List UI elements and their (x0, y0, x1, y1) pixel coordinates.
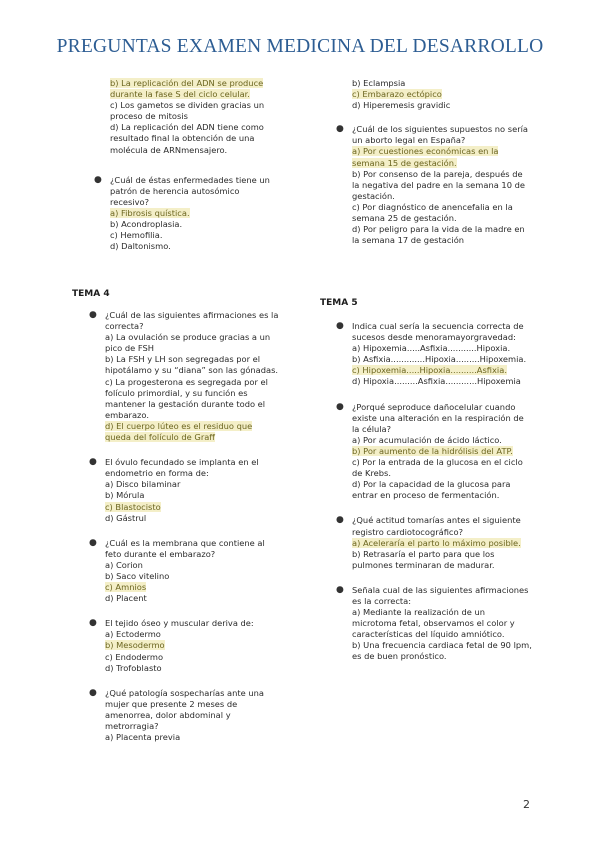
option: c) La progesterona es segregada por el folículo primordial, y su función es mantener la gestación durante todo el embarazo. (105, 376, 268, 420)
option: a) Por cuestiones económicas en la semana 15 de gestación. (352, 146, 499, 168)
option: d) Por la capacidad de la glucosa para entrar en proceso de fermentación. (352, 479, 511, 501)
question-text: ¿Cuál de éstas enfermedades tiene un patrón de herencia autosómico recesivo? (110, 174, 270, 207)
option: d) Daltonismo. (110, 241, 171, 252)
question-item (89, 457, 280, 524)
question-text: Señala cual de las siguientes afirmaciones es la correcta: (352, 584, 529, 606)
option: b) Por consenso de la pareja, después de la negativa del padre en la semana 10 de gestación. (352, 168, 525, 201)
continued-options (352, 78, 532, 111)
question-item (94, 174, 280, 253)
question-item (336, 515, 532, 570)
question-item (336, 321, 532, 388)
option: a) Placenta previa (105, 732, 181, 743)
question-text: ¿Porqué seproduce dañocelular cuando existe una alteración en la respiración de la célula? (352, 401, 524, 434)
bullet-icon: ● (89, 687, 97, 698)
bullet-icon: ● (336, 401, 344, 412)
option: d) Gástrul (105, 512, 147, 523)
option: a) Ectodermo (105, 629, 161, 640)
option: c) Endodermo (105, 651, 164, 662)
option: d) La replicación del ADN tiene como resultado final la obtención de una molécula de ARNmensajero. (110, 122, 264, 155)
left-column-top (94, 78, 280, 252)
tema4-list (89, 310, 280, 743)
option: b) La replicación del ADN se produce durante la fase S del ciclo celular. (110, 78, 264, 100)
option: d) El cuerpo lúteo es el residuo que queda del folículo de Graff (105, 420, 253, 443)
question-text: El tejido óseo y muscular deriva de: (105, 618, 254, 629)
option: a) Disco bilaminar (105, 479, 181, 490)
bullet-icon: ● (336, 321, 344, 331)
option: a) Hipoxemia.....Asfixia...........Hipoxia. (352, 343, 511, 354)
question-item (89, 537, 280, 605)
option: a) Por acumulación de ácido láctico. (352, 434, 502, 445)
tema5-list (336, 321, 532, 663)
option: a) La ovulación se produce gracias a un pico de FSH (105, 332, 271, 354)
bullet-icon: ● (336, 124, 344, 135)
option: c) Los gametos se dividen gracias un proceso de mitosis (110, 100, 265, 122)
bullet-icon: ● (89, 537, 97, 548)
bullet-icon: ● (336, 515, 344, 526)
bullet-icon: ● (94, 174, 102, 185)
section-heading-tema5: TEMA 5 (320, 298, 358, 308)
question-text: ¿Cuál es la membrana que contiene al feto durante el embarazo? (105, 537, 265, 559)
question-text: Indica cual sería la secuencia correcta de sucesos desde menoramayorgravedad: (352, 321, 524, 343)
bullet-icon: ● (89, 457, 97, 468)
option: a) Corion (105, 559, 143, 570)
option: b) Mesodermo (105, 640, 165, 651)
option: d) Trofoblasto (105, 662, 162, 673)
question-item (89, 310, 280, 443)
page-title: PREGUNTAS EXAMEN MEDICINA DEL DESARROLLO (56, 36, 544, 57)
option: d) Hipoxia.........Asfixia............Hipoxemia (352, 376, 521, 387)
option: a) Fibrosis quística. (110, 207, 190, 218)
question-item (89, 687, 280, 743)
option: b) Mórula (105, 490, 145, 501)
option: c) Por la entrada de la glucosa en el ciclo de Krebs. (352, 457, 523, 479)
option: b) Acondroplasia. (110, 219, 183, 230)
question-text: El óvulo fecundado se implanta en el endometrio en forma de: (105, 457, 259, 479)
option: c) Por diagnóstico de anencefalia en la semana 25 de gestación. (352, 201, 513, 224)
question-text: ¿Qué patología sospecharías ante una mujer que presente 2 meses de amenorrea, dolor abdominal y metrorragia? (105, 687, 264, 731)
question-item (336, 584, 532, 663)
option: b) Asfixia.............Hipoxia.........Hipoxemia. (352, 354, 527, 365)
option: a) Aceleraría el parto lo máximo posible. (352, 537, 521, 548)
bullet-icon: ● (89, 310, 97, 320)
option: b) Una frecuencia cardiaca fetal de 90 lpm, es de buen pronóstico. (352, 640, 532, 662)
option: b) Retrasaría el parto para que los pulmones terminaran de madurar. (352, 548, 495, 570)
option: c) Hipoxemia.....Hipoxia..........Asfixia. (352, 365, 507, 376)
question-text: ¿Cuál de las siguientes afirmaciones es la correcta? (105, 310, 279, 332)
option: b) Saco vitelino (105, 570, 170, 581)
option: d) Por peligro para la vida de la madre en la semana 17 de gestación (352, 224, 525, 246)
question-item (336, 124, 532, 246)
bullet-icon: ● (336, 584, 344, 595)
option: d) Hiperemesis gravidic (352, 100, 451, 111)
option: a) Mediante la realización de un microtoma fetal, observamos el color y características del líquido amniótico. (352, 607, 515, 640)
option: c) Hemofilia. (110, 230, 163, 241)
option: c) Amnios (105, 582, 147, 593)
option: d) Placent (105, 593, 147, 604)
option: b) La FSH y LH son segregadas por el hipotálamo y su “diana” son las gónadas. (105, 354, 279, 376)
bullet-icon: ● (89, 618, 97, 629)
page-number: 2 (523, 798, 530, 811)
option: c) Embarazo ectópico (352, 89, 442, 100)
question-text: ¿Qué actitud tomarías antes el siguiente registro cardiotocográfico? (352, 515, 521, 537)
option: b) Eclampsia (352, 78, 406, 88)
continued-options (110, 78, 280, 156)
question-item (89, 618, 280, 673)
option: b) Por aumento de la hidrólisis del ATP. (352, 445, 513, 456)
right-column-top (336, 78, 532, 246)
section-heading-tema4: TEMA 4 (72, 289, 110, 299)
option: c) Blastocisto (105, 501, 161, 512)
question-text: ¿Cuál de los siguientes supuestos no sería un aborto legal en España? (352, 124, 528, 146)
question-item (336, 401, 532, 502)
